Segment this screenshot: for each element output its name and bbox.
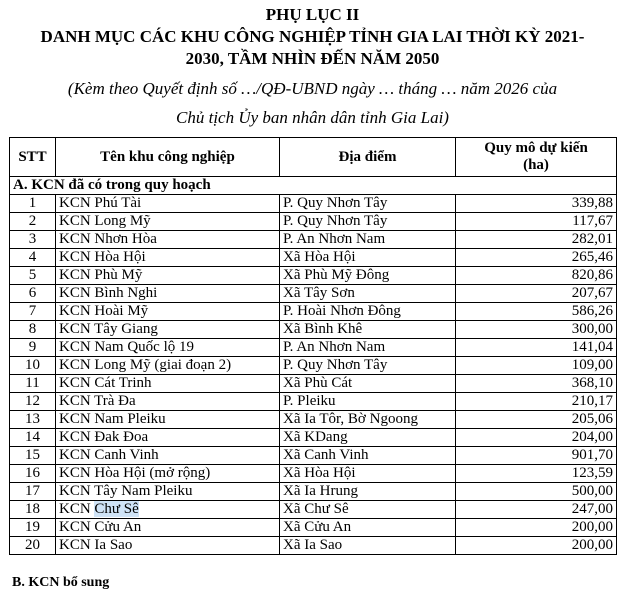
cell-scale: 117,67 <box>456 213 617 231</box>
cell-location: P. Quy Nhơn Tây <box>280 357 456 375</box>
column-header-scale-line2: (ha) <box>523 157 549 173</box>
table-row <box>10 465 617 483</box>
cell-stt: 5 <box>10 267 56 285</box>
cell-name: KCN Bình Nghi <box>56 285 280 303</box>
cell-name: KCN Phú Tài <box>56 195 280 213</box>
cell-name: KCN Ia Sao <box>56 537 280 555</box>
section-b-heading-cutoff: B. KCN bổ sung <box>12 575 110 590</box>
cell-name: KCN Canh Vinh <box>56 447 280 465</box>
cell-location: Xã Tây Sơn <box>280 285 456 303</box>
cell-scale: 204,00 <box>456 429 617 447</box>
cell-name: KCN Cát Trinh <box>56 375 280 393</box>
decision-reference-line-1: (Kèm theo Quyết định số …/QĐ-UBND ngày … tháng … năm 2026 của <box>67 79 558 98</box>
cell-scale: 210,17 <box>456 393 617 411</box>
cell-location: Xã Phù Cát <box>280 375 456 393</box>
table-row <box>10 213 617 231</box>
cell-scale: 247,00 <box>456 501 617 519</box>
table-row <box>10 429 617 447</box>
column-header-stt: STT <box>10 138 56 177</box>
cell-scale: 265,46 <box>456 249 617 267</box>
cell-name: KCN Long Mỹ (giai đoạn 2) <box>56 357 280 375</box>
cell-stt: 6 <box>10 285 56 303</box>
cell-name: KCN Trà Đa <box>56 393 280 411</box>
cell-stt: 14 <box>10 429 56 447</box>
column-header-location: Địa điểm <box>280 138 456 177</box>
cell-name: KCN Nam Pleiku <box>56 411 280 429</box>
appendix-title: PHỤ LỤC II <box>265 5 360 24</box>
cell-name: KCN Nam Quốc lộ 19 <box>56 339 280 357</box>
cell-stt: 17 <box>10 483 56 501</box>
cell-stt: 2 <box>10 213 56 231</box>
selected-text-highlight[interactable]: Chư Sê <box>94 501 139 517</box>
cell-stt: 8 <box>10 321 56 339</box>
cell-name <box>56 501 280 519</box>
cell-stt: 9 <box>10 339 56 357</box>
table-row <box>10 375 617 393</box>
cell-location: Xã Chư Sê <box>280 501 456 519</box>
table-row <box>10 483 617 501</box>
cell-location: Xã Cửu An <box>280 519 456 537</box>
cell-scale: 109,00 <box>456 357 617 375</box>
column-header-name: Tên khu công nghiệp <box>56 138 280 177</box>
cell-location: Xã Ia Tôr, Bờ Ngoong <box>280 411 456 429</box>
industrial-zone-table <box>9 137 617 555</box>
cell-name: KCN Long Mỹ <box>56 213 280 231</box>
table-row <box>10 519 617 537</box>
cell-stt: 20 <box>10 537 56 555</box>
section-a-heading: A. KCN đã có trong quy hoạch <box>10 177 617 195</box>
cell-name: KCN Đak Đoa <box>56 429 280 447</box>
cell-location: Xã Ia Hrung <box>280 483 456 501</box>
cell-name-prefix: KCN <box>59 501 95 517</box>
cell-scale: 368,10 <box>456 375 617 393</box>
cell-name: KCN Tây Nam Pleiku <box>56 483 280 501</box>
cell-name: KCN Hoài Mỹ <box>56 303 280 321</box>
cell-location: Xã Canh Vinh <box>280 447 456 465</box>
cell-location: P. Quy Nhơn Tây <box>280 195 456 213</box>
cell-scale: 200,00 <box>456 519 617 537</box>
cell-stt: 4 <box>10 249 56 267</box>
cell-name: KCN Nhơn Hòa <box>56 231 280 249</box>
table-row <box>10 267 617 285</box>
cell-location: P. Hoài Nhơn Đông <box>280 303 456 321</box>
cell-location: P. Quy Nhơn Tây <box>280 213 456 231</box>
cell-location: Xã KDang <box>280 429 456 447</box>
table-row <box>10 249 617 267</box>
column-header-scale-line1: Quy mô dự kiến <box>484 140 588 156</box>
cell-stt: 7 <box>10 303 56 321</box>
cell-location: P. An Nhơn Nam <box>280 231 456 249</box>
cell-stt: 12 <box>10 393 56 411</box>
cell-scale: 339,88 <box>456 195 617 213</box>
table-header-row <box>10 138 617 177</box>
table-row <box>10 537 617 555</box>
cell-scale: 205,06 <box>456 411 617 429</box>
cell-location: Xã Hòa Hội <box>280 465 456 483</box>
cell-stt: 3 <box>10 231 56 249</box>
cell-scale: 820,86 <box>456 267 617 285</box>
table-row <box>10 357 617 375</box>
cell-scale: 586,26 <box>456 303 617 321</box>
cell-location: Xã Bình Khê <box>280 321 456 339</box>
table-row <box>10 195 617 213</box>
cell-stt: 13 <box>10 411 56 429</box>
cell-name: KCN Hòa Hội <box>56 249 280 267</box>
cell-location: P. An Nhơn Nam <box>280 339 456 357</box>
cell-scale: 282,01 <box>456 231 617 249</box>
table-row <box>10 501 617 519</box>
cell-name: KCN Phù Mỹ <box>56 267 280 285</box>
cell-location: Xã Hòa Hội <box>280 249 456 267</box>
cell-scale: 207,67 <box>456 285 617 303</box>
table-row <box>10 285 617 303</box>
table-row <box>10 231 617 249</box>
document-title-line-1: DANH MỤC CÁC KHU CÔNG NGHIỆP TỈNH GIA LAI THỜI KỲ 2021- <box>40 27 585 46</box>
column-header-scale <box>456 138 617 177</box>
table-row <box>10 393 617 411</box>
table-row <box>10 447 617 465</box>
cell-stt: 16 <box>10 465 56 483</box>
cell-scale: 500,00 <box>456 483 617 501</box>
cell-location: P. Pleiku <box>280 393 456 411</box>
cell-stt: 10 <box>10 357 56 375</box>
document-title-line-2: 2030, TẦM NHÌN ĐẾN NĂM 2050 <box>185 49 440 68</box>
table-row <box>10 303 617 321</box>
cell-name: KCN Tây Giang <box>56 321 280 339</box>
decision-reference-line-2: Chủ tịch Ủy ban nhân dân tỉnh Gia Lai) <box>176 108 449 127</box>
cell-location: Xã Ia Sao <box>280 537 456 555</box>
section-row <box>10 177 617 195</box>
table-row <box>10 411 617 429</box>
cell-scale: 123,59 <box>456 465 617 483</box>
cell-stt: 18 <box>10 501 56 519</box>
cell-name: KCN Cửu An <box>56 519 280 537</box>
table-row <box>10 321 617 339</box>
cell-scale: 901,70 <box>456 447 617 465</box>
cell-location: Xã Phù Mỹ Đông <box>280 267 456 285</box>
cell-scale: 300,00 <box>456 321 617 339</box>
table-row <box>10 339 617 357</box>
cell-name: KCN Hòa Hội (mở rộng) <box>56 465 280 483</box>
cell-stt: 19 <box>10 519 56 537</box>
cell-stt: 11 <box>10 375 56 393</box>
cell-scale: 141,04 <box>456 339 617 357</box>
cell-stt: 15 <box>10 447 56 465</box>
cell-stt: 1 <box>10 195 56 213</box>
cell-scale: 200,00 <box>456 537 617 555</box>
